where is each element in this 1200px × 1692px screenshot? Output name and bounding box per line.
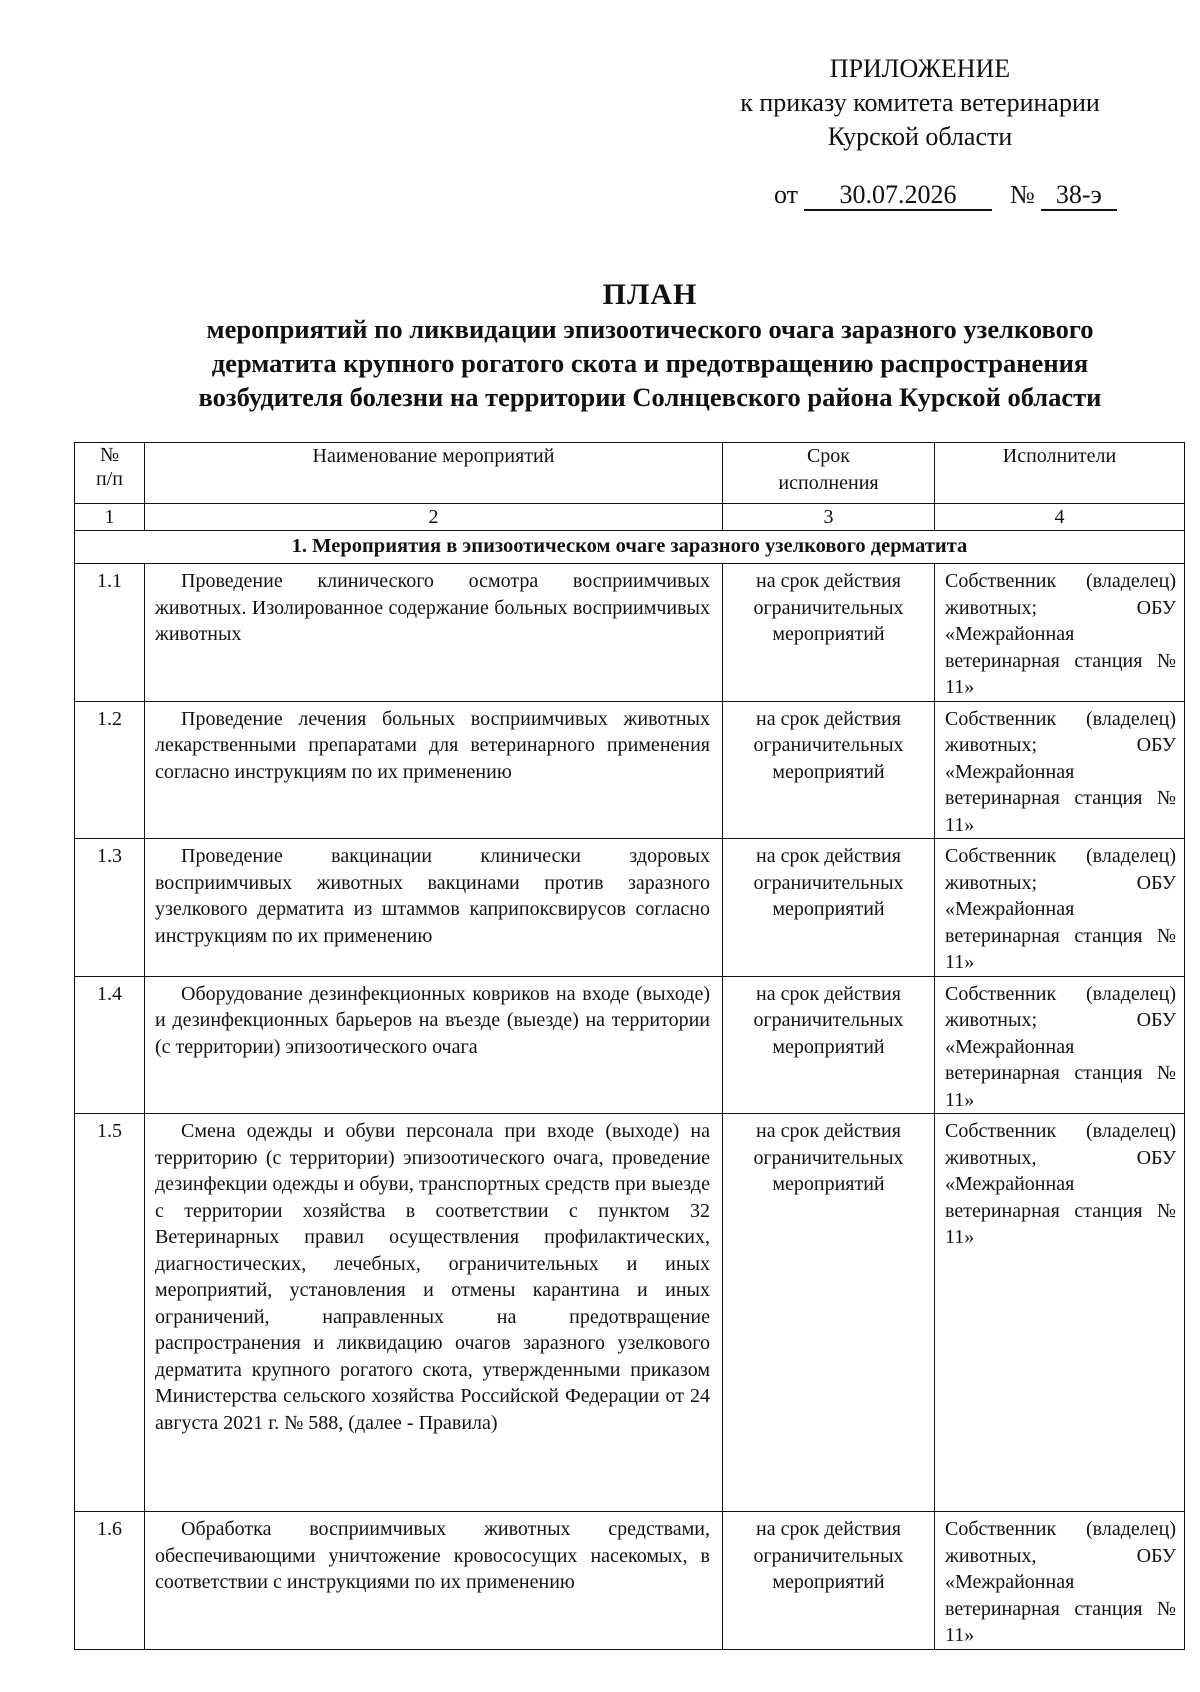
table-header-row [75,443,1185,504]
header-term [723,443,935,504]
table-row [75,564,1185,702]
appendix-region: Курской области [827,122,1013,151]
row-measure: Оборудование дезинфекционных ковриков на входе (выходе) и дезинфекционных барьеров на въезде (выезде) на территории (с территории) эпизоотического очага [145,976,723,1114]
row-term: на срок действия ограничительных мероприятий [723,839,935,977]
header-number-abbr: п/п [96,468,123,490]
row-measure: Обработка восприимчивых животных средствами, обеспечивающими уничтожение кровососущих насекомых, в соответствии с инструкциями по их применению [145,1512,723,1650]
column-index: 3 [723,504,935,531]
row-measure: Смена одежды и обуви персонала при входе (выходе) на территорию (с территории) эпизоотического очага, проведение дезинфекции одежды и обуви, транспортных средств при выезде с территории хозяйства в соответствии с пунктом 32 Ветеринарных правил осуществления профилактических, диагностических, лечебных, ограничительных и иных мероприятий, установления и отмены карантина и иных ограничений, направленных на предотвращение распространения и ликвидацию очагов заразного узелкового дерматита крупного рогатого скота, утвержденными приказом Министерства сельского хозяйства Российской Федерации от 24 августа 2021 г. № 588, (далее - Правила) [145,1114,723,1512]
table-row [75,839,1185,977]
order-details [774,178,1117,212]
header-executors: Исполнители [935,443,1185,504]
table-row [75,701,1185,839]
measures-table [74,442,1185,1650]
header-term-line: исполнения [778,471,879,494]
row-measure: Проведение клинического осмотра восприимчивых животных. Изолированное содержание больных восприимчивых животных [145,564,723,702]
row-number: 1.2 [75,701,145,839]
section-title: 1. Мероприятия в эпизоотическом очаге заразного узелкового дерматита [75,531,1185,564]
subtitle-line: возбудителя болезни на территории Солнцевского района Курской области [198,382,1102,412]
document-title: ПЛАН [602,278,698,311]
order-date: 30.07.2026 [804,181,992,211]
header-number-sign: № [99,444,120,466]
row-executors: Собственник (владелец) животных; ОБУ «Межрайонная ветеринарная станция № 11» [935,839,1185,977]
row-term: на срок действия ограничительных мероприятий [723,976,935,1114]
column-index: 2 [145,504,723,531]
row-term: на срок действия ограничительных мероприятий [723,1114,935,1512]
row-number: 1.1 [75,564,145,702]
appendix-title: ПРИЛОЖЕНИЕ [829,54,1011,83]
row-term: на срок действия ограничительных мероприятий [723,564,935,702]
row-executors: Собственник (владелец) животных; ОБУ «Межрайонная ветеринарная станция № 11» [935,701,1185,839]
header-term-line: Срок [806,445,851,467]
row-measure: Проведение лечения больных восприимчивых животных лекарственными препаратами для ветеринарного применения согласно инструкциям по их применению [145,701,723,839]
row-measure: Проведение вакцинации клинически здоровых восприимчивых животных вакцинами против заразного узелкового дерматита из штаммов каприпоксвирусов согласно инструкциям по их применению [145,839,723,977]
table-row [75,976,1185,1114]
document-subtitle [120,312,1180,414]
column-index-row [75,504,1185,531]
table-row [75,1512,1185,1650]
row-number: 1.4 [75,976,145,1114]
row-number: 1.3 [75,839,145,977]
row-number: 1.6 [75,1512,145,1650]
row-executors: Собственник (владелец) животных, ОБУ «Межрайонная ветеринарная станция № 11» [935,1512,1185,1650]
appendix-order-ref: к приказу комитета ветеринарии [740,88,1100,117]
section-row [75,531,1185,564]
row-executors: Собственник (владелец) животных, ОБУ «Межрайонная ветеринарная станция № 11» [935,1114,1185,1512]
column-index: 1 [75,504,145,531]
subtitle-line: дерматита крупного рогатого скота и предотвращению распространения [211,348,1089,378]
order-from-label: от [774,180,799,209]
row-executors: Собственник (владелец) животных; ОБУ «Межрайонная ветеринарная станция № 11» [935,564,1185,702]
appendix-header [700,52,1140,154]
order-number-label: № [1010,180,1035,209]
header-number [75,443,145,504]
row-term: на срок действия ограничительных мероприятий [723,701,935,839]
row-number: 1.5 [75,1114,145,1512]
header-name: Наименование мероприятий [145,443,723,504]
order-number: 38-э [1041,181,1117,211]
subtitle-line: мероприятий по ликвидации эпизоотического очага заразного узелкового [206,314,1094,344]
column-index: 4 [935,504,1185,531]
row-term: на срок действия ограничительных мероприятий [723,1512,935,1650]
row-executors: Собственник (владелец) животных; ОБУ «Межрайонная ветеринарная станция № 11» [935,976,1185,1114]
table-row [75,1114,1185,1512]
